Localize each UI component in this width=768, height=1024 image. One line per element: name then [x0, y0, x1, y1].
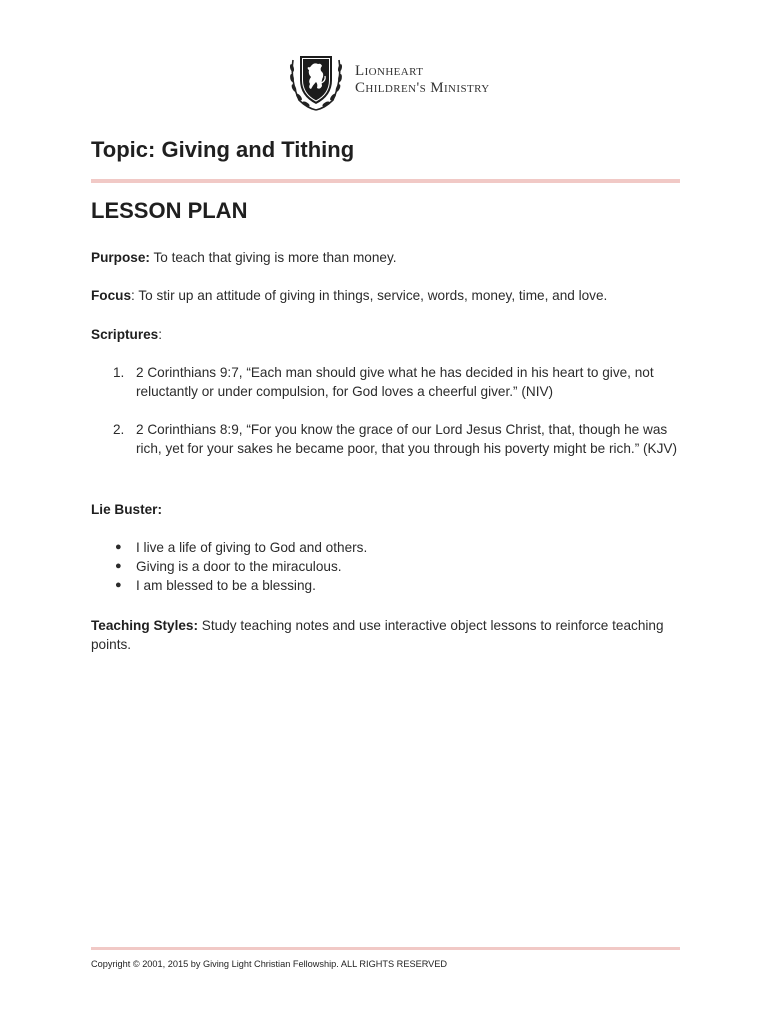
- teaching-styles-label: Teaching Styles:: [91, 618, 199, 633]
- divider-top: [91, 179, 680, 183]
- scriptures-suffix: :: [158, 327, 163, 342]
- lie-buster-text: I am blessed to be a blessing.: [136, 578, 316, 593]
- scriptures-heading: [91, 325, 681, 344]
- purpose-label: Purpose:: [91, 250, 150, 265]
- copyright-notice: Copyright © 2001, 2015 by Giving Light Christian Fellowship. ALL RIGHTS RESERVED: [91, 959, 448, 969]
- lie-buster-item: [91, 557, 681, 576]
- lie-buster-text: Giving is a door to the miraculous.: [136, 559, 342, 574]
- bullet-icon: ●: [115, 560, 122, 572]
- lie-buster-text: I live a life of giving to God and others.: [136, 540, 368, 555]
- organization-name-line2: Children's Ministry: [355, 80, 490, 96]
- purpose-text: To teach that giving is more than money.: [149, 250, 397, 265]
- lie-buster-item: [91, 538, 681, 557]
- focus-text: : To stir up an attitude of giving in things, service, words, money, time, and love.: [131, 288, 608, 303]
- scripture-number: 2.: [113, 422, 125, 437]
- bullet-icon: ●: [115, 541, 122, 553]
- scripture-number: 1.: [113, 365, 125, 380]
- lie-buster-heading: [91, 500, 681, 519]
- purpose-paragraph: [91, 248, 681, 267]
- ministry-logo: [287, 46, 490, 114]
- organization-name-line1: Lionheart: [355, 63, 424, 79]
- teaching-styles-paragraph: [91, 616, 681, 654]
- scripture-text: 2 Corinthians 9:7, “Each man should give what he has decided in his heart to give, not reluctantly or under compulsion, for God loves a cheerful giver.” (NIV): [136, 365, 654, 399]
- organization-name: [355, 63, 490, 97]
- focus-paragraph: [91, 286, 681, 305]
- focus-label: Focus: [91, 288, 132, 303]
- lion-crest-icon: [287, 46, 345, 114]
- lie-buster-item: [91, 576, 681, 595]
- scripture-list: [91, 363, 681, 477]
- lie-buster-list: [91, 538, 681, 595]
- scripture-text: 2 Corinthians 8:9, “For you know the grace of our Lord Jesus Christ, that, though he was rich, yet for your sakes he became poor, that you through his poverty might be rich.” (KJV): [136, 422, 677, 456]
- teaching-styles-text: Study teaching notes and use interactive object lessons to reinforce teaching points.: [91, 618, 664, 652]
- scripture-item: [91, 363, 681, 401]
- divider-bottom: [91, 947, 680, 950]
- topic-title: Topic: Giving and Tithing: [91, 137, 355, 162]
- scriptures-label: Scriptures: [91, 327, 159, 342]
- scripture-item: [91, 420, 681, 458]
- lie-buster-label: Lie Buster:: [91, 502, 163, 517]
- lesson-plan-heading: LESSON PLAN: [91, 198, 248, 223]
- bullet-icon: ●: [115, 579, 122, 591]
